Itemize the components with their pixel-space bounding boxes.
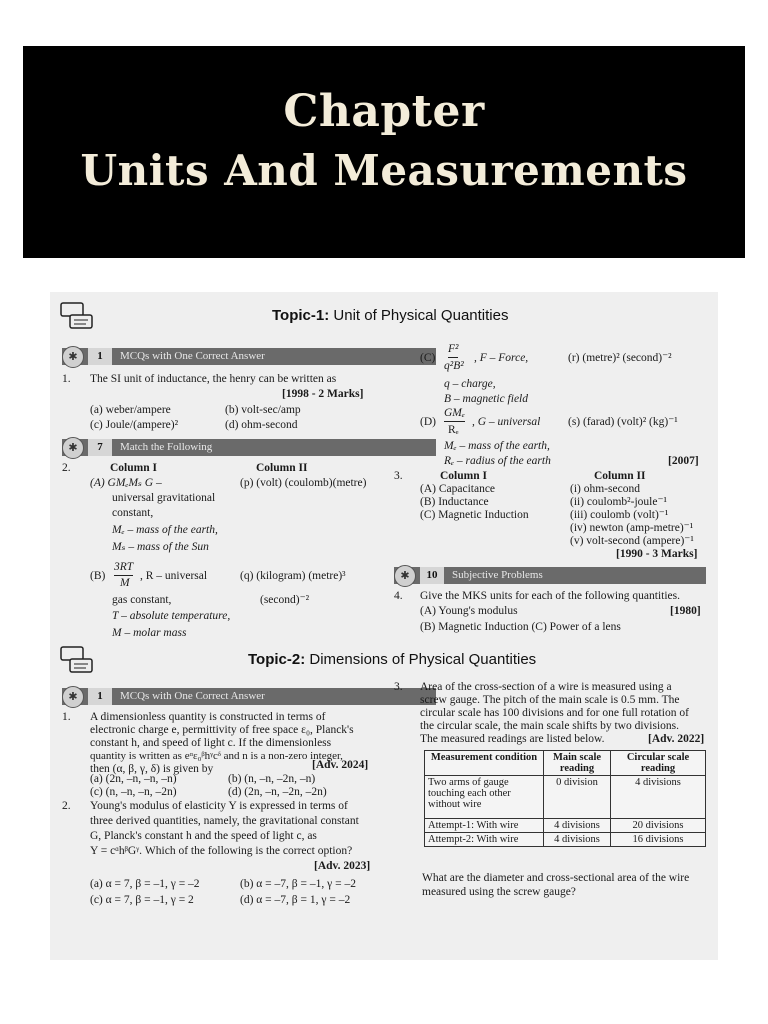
t2q1-option-c: (c) (n, –n, –n, –2n)	[90, 786, 177, 798]
topic-1-heading	[272, 307, 508, 324]
q2-A-line4: Mₑ – mass of the earth,	[112, 524, 218, 536]
section-mcq-header	[62, 348, 436, 365]
t2q3-after1: What are the diameter and cross-sectional area of the wire	[422, 872, 690, 884]
q3-i: (i) ohm-second	[570, 483, 640, 495]
q2-B-label: (B)	[90, 570, 106, 582]
topic-2-title: Dimensions of Physical Quantities	[309, 651, 537, 668]
t2q3-line3: circular scale has 100 divisions and for one full rotation of	[420, 707, 689, 719]
q2-number: 2.	[62, 462, 71, 474]
q2-D-numerator: GMₑ	[444, 407, 465, 422]
q2-A-line1: (A) GMₑMₛ G –	[90, 477, 162, 489]
q4-B: (B) Magnetic Induction (C) Power of a lens	[420, 621, 621, 633]
t2q1-line2: electronic charge e, permittivity of free space ε₀, Planck's	[90, 724, 354, 736]
lightbulb-icon: ✱	[62, 346, 84, 368]
chat-bubbles-icon	[60, 646, 94, 676]
t2q1-year: [Adv. 2024]	[312, 759, 369, 771]
t2q3-line4: the circular scale, the main scale shifts by two divisions.	[420, 720, 680, 732]
q3-iv: (iv) newton (amp-metre)⁻¹	[570, 522, 694, 534]
table-header-cell: Circular scale reading	[611, 751, 706, 776]
t2q1-option-a: (a) (2n, –n, –n, –n)	[90, 773, 177, 785]
q4-text: Give the MKS units for each of the following quantities.	[420, 590, 680, 602]
t2q3-number: 3.	[394, 681, 403, 693]
q3-v: (v) volt-second (ampere)⁻¹	[570, 535, 694, 547]
section-title: Subjective Problems	[452, 569, 543, 581]
table-cell: 20 divisions	[611, 819, 706, 833]
q2-col2: Column II	[256, 462, 308, 474]
q2-B-line3: T – absolute temperature,	[112, 610, 231, 622]
t2q2-option-d: (d) α = –7, β = 1, γ = –2	[240, 894, 351, 906]
q1-option-d: (d) ohm-second	[225, 419, 298, 431]
q1-number: 1.	[62, 373, 71, 385]
section-number: 1	[88, 688, 112, 705]
t2q3-line2: screw gauge. The pitch of the main scale is 0.5 mm. The	[420, 694, 680, 706]
t2q1-line1: A dimensionless quantity is constructed in terms of	[90, 711, 326, 723]
q3-marks: [1990 - 3 Marks]	[616, 548, 698, 560]
q2-s: (s) (farad) (volt)² (kg)⁻¹	[568, 416, 678, 428]
table-header-row	[425, 751, 706, 776]
chapter-label: Chapter	[283, 86, 485, 137]
q3-ii: (ii) coulomb²-joule⁻¹	[570, 496, 667, 508]
section-number: 7	[88, 439, 112, 456]
lightbulb-icon: ✱	[394, 565, 416, 587]
q2-C-post: , F – Force,	[474, 352, 529, 364]
q2-A-line3: constant,	[112, 507, 154, 519]
q1-marks: [1998 - 2 Marks]	[282, 388, 364, 400]
section-subjective-header	[394, 567, 706, 584]
q3-iii: (iii) coulomb (volt)⁻¹	[570, 509, 669, 521]
q2-B-line2: gas constant,	[112, 594, 172, 606]
q2-B-numerator: 3RT	[114, 561, 133, 576]
q2-p: (p) (volt) (coulomb)(metre)	[240, 477, 367, 489]
q2-D-line2: Mₑ – mass of the earth,	[444, 440, 550, 452]
q2-r: (r) (metre)² (second)⁻²	[568, 352, 672, 364]
t2q1-line4: quantity is written as eᵅε₀ᵝhᵞcᵟ and n is a non-zero integer,	[90, 750, 343, 762]
topic-1-title: Unit of Physical Quantities	[333, 307, 509, 324]
q2-B-line4: M – molar mass	[112, 627, 187, 639]
measurement-table	[424, 750, 706, 847]
q2-year: [2007]	[668, 455, 699, 467]
chapter-title: Units And Measurements	[80, 146, 688, 195]
q3-A: (A) Capacitance	[420, 483, 496, 495]
q3-col2: Column II	[594, 470, 646, 482]
q2-C-line2: q – charge,	[444, 378, 496, 390]
q2-q-line2: (second)⁻²	[260, 594, 310, 606]
section-mcq-header	[62, 688, 436, 705]
q2-C-denominator: q²B²	[444, 360, 464, 372]
t2q2-number: 2.	[62, 800, 71, 812]
q2-A-line2: universal gravitational	[112, 492, 216, 504]
t2q1-number: 1.	[62, 711, 71, 723]
q3-C: (C) Magnetic Induction	[420, 509, 529, 521]
q1-text: The SI unit of inductance, the henry can be written as	[90, 373, 337, 385]
q2-B-post: , R – universal	[140, 570, 208, 582]
topic-1-label: Topic-1:	[272, 307, 330, 324]
section-title: Match the Following	[120, 441, 213, 453]
t2q2-line4: Y = cᵅhᵝGᵞ. Which of the following is the correct option?	[90, 845, 353, 857]
t2q3-line1: Area of the cross-section of a wire is measured using a	[420, 681, 672, 693]
lightbulb-icon: ✱	[62, 437, 84, 459]
section-title: MCQs with One Correct Answer	[120, 350, 265, 362]
q2-C-numerator: F²	[448, 343, 458, 358]
t2q2-option-a: (a) α = 7, β = –1, γ = –2	[90, 878, 200, 890]
t2q1-option-b: (b) (n, –n, –2n, –n)	[228, 773, 316, 785]
table-row	[425, 833, 706, 847]
q1-option-b: (b) volt-sec/amp	[225, 404, 301, 416]
table-row	[425, 819, 706, 833]
table-cell: 16 divisions	[611, 833, 706, 847]
q4-A: (A) Young's modulus	[420, 605, 518, 617]
t2q3-line5: The measured readings are listed below.	[420, 733, 605, 745]
q1-option-a: (a) weber/ampere	[90, 404, 171, 416]
q2-A-line5: Mₛ – mass of the Sun	[112, 541, 209, 553]
q2-B-denominator: M	[120, 577, 130, 589]
t2q2-year: [Adv. 2023]	[314, 860, 371, 872]
t2q1-line3: constant h, and speed of light c. If the dimensionless	[90, 737, 332, 749]
t2q2-line3: G, Planck's constant h and the speed of light c, as	[90, 830, 317, 842]
q2-q: (q) (kilogram) (metre)³	[240, 570, 346, 582]
t2q1-line5: then (α, β, γ, δ) is given by	[90, 763, 214, 775]
t2q1-option-d: (d) (2n, –n, –2n, –2n)	[228, 786, 327, 798]
q4-year: [1980]	[670, 605, 701, 617]
section-title: MCQs with One Correct Answer	[120, 690, 265, 702]
section-number: 1	[88, 348, 112, 365]
table-cell: Attempt-2: With wire	[425, 833, 544, 847]
t2q2-option-b: (b) α = –7, β = –1, γ = –2	[240, 878, 356, 890]
q2-C-line3: B – magnetic field	[444, 393, 528, 405]
q2-col1: Column I	[110, 462, 157, 474]
section-number: 10	[420, 567, 444, 584]
table-header-cell: Main scale reading	[544, 751, 611, 776]
table-cell: 4 divisions	[544, 819, 611, 833]
table-cell: 0 division	[544, 776, 611, 819]
t2q2-line2: three derived quantities, namely, the gravitational constant	[90, 815, 359, 827]
table-header-cell: Measurement condition	[425, 751, 544, 776]
q1-option-c: (c) Joule/(ampere)²	[90, 419, 179, 431]
q2-C-label: (C)	[420, 352, 436, 364]
q2-D-label: (D)	[420, 416, 436, 428]
q3-B: (B) Inductance	[420, 496, 489, 508]
t2q3-after2: measured using the screw gauge?	[422, 886, 576, 898]
chapter-banner	[23, 46, 745, 258]
t2q2-option-c: (c) α = 7, β = –1, γ = 2	[90, 894, 194, 906]
q3-col1: Column I	[440, 470, 487, 482]
q4-number: 4.	[394, 590, 403, 602]
q2-D-post: , G – universal	[472, 416, 541, 428]
q3-number: 3.	[394, 470, 403, 482]
table-cell: Two arms of gauge touching each other without wire	[425, 776, 544, 819]
topic-2-label: Topic-2:	[248, 651, 306, 668]
lightbulb-icon: ✱	[62, 686, 84, 708]
chat-bubbles-icon	[60, 302, 94, 332]
section-match-header	[62, 439, 436, 456]
q2-D-line3: Rₑ – radius of the earth	[444, 455, 551, 467]
table-cell: 4 divisions	[544, 833, 611, 847]
table-cell: 4 divisions	[611, 776, 706, 819]
topic-2-heading	[248, 651, 536, 668]
table-row	[425, 776, 706, 819]
t2q3-year: [Adv. 2022]	[648, 733, 705, 745]
t2q2-line1: Young's modulus of elasticity Y is expressed in terms of	[90, 800, 348, 812]
table-cell: Attempt-1: With wire	[425, 819, 544, 833]
q2-D-denominator: Rₑ	[448, 424, 459, 436]
